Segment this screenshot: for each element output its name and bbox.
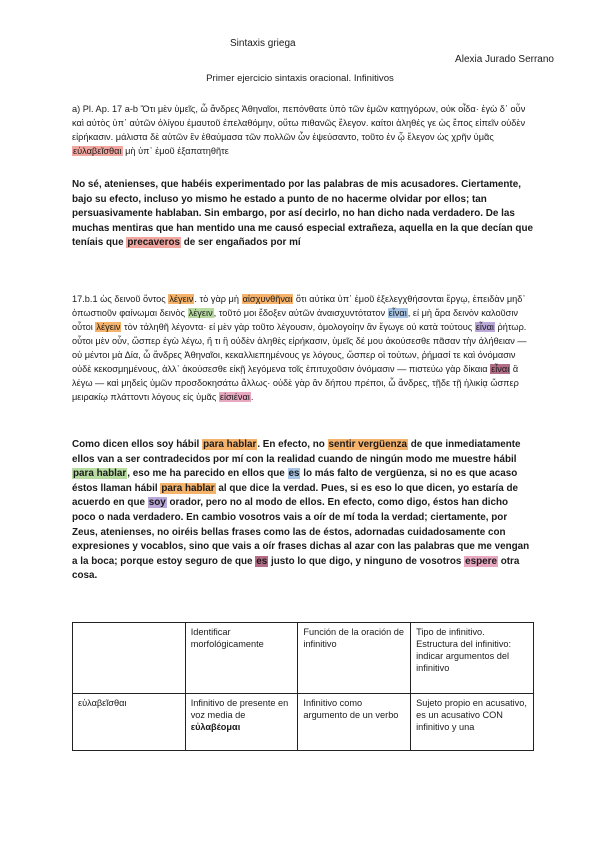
table-row bbox=[73, 694, 534, 751]
document-subtitle: Primer ejercicio sintaxis oracional. Infinitivos bbox=[206, 73, 394, 84]
text-run: lo más falto de vergüenza, si no es que acaso éstos llaman hábil bbox=[72, 468, 518, 494]
highlighted-term: para hablar bbox=[161, 482, 215, 494]
highlighted-term: λέγειν bbox=[188, 308, 213, 318]
highlighted-term: αἰσχυνθῆναι bbox=[242, 294, 293, 304]
text-run: ὅτι αὐτίκα ὑπ᾽ ἐμοῦ ἐξελεγχθήσονται ἔργῳ, ἐπειδὰν μηδ᾽ ὁπωστιοῦν φαίνωμαι δεινὸς bbox=[72, 294, 526, 318]
text-run: otra cosa. bbox=[72, 555, 520, 582]
highlighted-term: εἶναι bbox=[388, 308, 407, 318]
highlighted-term: para hablar bbox=[73, 468, 127, 480]
highlighted-term: soy bbox=[148, 497, 166, 509]
author-name: Alexia Jurado Serrano bbox=[455, 54, 554, 65]
text-run: μὴ ὑπ᾽ ἐμοῦ ἐξαπατηθῆτε bbox=[122, 146, 229, 156]
text-run: . τὸ γὰρ μὴ bbox=[194, 294, 242, 304]
text-run: . bbox=[250, 392, 254, 402]
morphology-text: Infinitivo de presente en voz media de bbox=[190, 698, 289, 720]
morphology-lemma: εὐλαβέομαι bbox=[190, 722, 241, 732]
text-run: ἃ λέγω — καὶ μηδεὶς ὑμῶν προσδοκησάτω ἄλλως· οὐδὲ γὰρ ἂν δήπου πρέποι, ὦ ἄνδρες, τῇδε τῇ ἡλικίᾳ ὥσπερ μειρακίῳ πλάττοντι λόγους εἰς ὑμᾶς bbox=[72, 364, 519, 402]
text-run: 17.b.1 ὡς δεινοῦ ὄντος bbox=[72, 294, 169, 304]
text-run: Como dicen ellos soy hábil bbox=[72, 439, 203, 450]
text-run: justo lo que digo, y ninguno de vosotros bbox=[268, 555, 465, 567]
text-run: orador, pero no al modo de ellos. En efecto, como digo, éstos han dicho poco o nada verdadero. En cambio vosotros vais a oír de mí toda la verdad; ciertamente, por Zeus, atenienses, no oiréis bellas frases como las de éstos, adornadas cuidadosamente con expresiones y vocablos, sino que vais a oír frases dichas al azar con las palabras que me vengan a la boca; porque estoy seguro de que bbox=[72, 497, 530, 567]
text-run: , τοῦτό μοι ἔδοξεν αὐτῶν ἀναισχυντότατον bbox=[213, 308, 388, 318]
text-run: ῥήτωρ. οὗτοι μὲν οὖν, ὥσπερ ἐγὼ λέγω, ἤ τι ἢ οὐδὲν ἀληθὲς εἰρήκασιν, ὑμεῖς δέ μου ἀκούσεσθε πᾶσαν τὴν ἀλήθειαν — οὐ μέντοι μὰ Δία, ὦ ἄνδρες Ἀθηναῖοι, κεκαλλιεπημένους γε λόγους, ὥσπερ οἱ τούτων, ῥήμασί τε καὶ ὀνόμασιν οὐδὲ κεκοσμημένους, ἀλλ᾽ ἀκούσεσθε εἰκῇ λεγόμενα τοῖς ἐπιτυχοῦσιν ὀνόμασιν — πιστεύω γὰρ δίκαια bbox=[72, 322, 527, 374]
highlighted-term: para hablar bbox=[203, 439, 257, 450]
table-header-row bbox=[73, 623, 534, 694]
table-header-cell: Tipo de infinitivo. Estructura del infinitivo: indicar argumentos del infinitivo bbox=[411, 623, 534, 694]
highlighted-term: εἶναι bbox=[491, 364, 510, 374]
text-run: , εἰ μὴ ἄρα δεινὸν καλοῦσιν οὗτοι bbox=[72, 308, 518, 332]
highlighted-term: εὐλαβεῖσθαι bbox=[73, 146, 122, 156]
highlighted-term: es bbox=[256, 555, 268, 567]
text-run: de ser engañados por mí bbox=[181, 237, 301, 249]
table-header-cell: Identificar morfológicamente bbox=[185, 623, 298, 694]
text-run: de que inmediatamente ellos van a ser contradecidos por mí con la realidad cuando de ningún modo me muestre hábil bbox=[72, 439, 521, 465]
table-header-cell bbox=[73, 623, 186, 694]
document-title: Sintaxis griega bbox=[230, 38, 296, 49]
highlighted-term: precaveros bbox=[127, 237, 181, 249]
table-header-cell: Función de la oración de infinitivo bbox=[298, 623, 411, 694]
table-cell-type: Sujeto propio en acusativo, es un acusativo CON infinitivo y una bbox=[411, 694, 534, 751]
highlighted-term: es bbox=[288, 468, 300, 480]
highlighted-term: λέγειν bbox=[96, 322, 121, 332]
text-run: a) Pl. Ap. 17 a-b Ὅτι μὲν ὑμεῖς, ὦ ἄνδρες Ἀθηναῖοι, πεπόνθατε ὑπὸ τῶν ἐμῶν κατηγόρων, οὐκ οἶδα· ἐγὼ δ᾽ οὖν καὶ αὐτὸς ὑπ᾽ αὐτῶν ὀλίγου ἐμαυτοῦ ἐπελαθόμην, οὕτω πιθανῶς ἔλεγον. καίτοι ἀληθές γε ὡς ἔπος εἰπεῖν οὐδὲν εἰρήκασιν. μάλιστα δὲ αὐτῶν ἓν ἐθαύμασα τῶν πολλῶν ὧν ἐψεύσαντο, τοῦτο ἐν ᾧ ἔλεγον ὡς χρῆν ὑμᾶς bbox=[72, 104, 526, 142]
analysis-table bbox=[72, 622, 534, 751]
passage-a-greek bbox=[72, 102, 534, 158]
highlighted-term: sentir vergüenza bbox=[328, 439, 408, 450]
text-run: τὸν τἀληθῆ λέγοντα· εἰ μὲν γὰρ τοῦτο λέγουσιν, ὁμολογοίην ἂν ἔγωγε οὐ κατὰ τούτους bbox=[121, 322, 475, 332]
table-cell-morphology bbox=[185, 694, 298, 751]
highlighted-term: εἶναι bbox=[475, 322, 494, 332]
passage-b-spanish bbox=[72, 438, 534, 584]
text-run: al que dice la verdad. Pues, si es eso lo que dicen, yo estaría de acuerdo en que bbox=[72, 482, 519, 509]
text-run: , eso me ha parecido en ellos que bbox=[127, 468, 288, 480]
text-run: No sé, atenienses, que habéis experimentado por las palabras de mis acusadores. Ciertamente, bajo su efecto, incluso yo mismo he estado a punto de no hacerme olvidar por ellos; tan persuasivamente hablaban. Sin embargo, por así decirlo, no han dicho nada verdadero. De las muchas mentiras que han mentido una me causó especial extrañeza, aquella en la que decían que teníais que bbox=[72, 179, 533, 249]
highlighted-term: λέγειν bbox=[169, 294, 194, 304]
highlighted-term: εἰσιέναι bbox=[219, 392, 250, 402]
table-cell-function: Infinitivo como argumento de un verbo bbox=[298, 694, 411, 751]
text-run: . En efecto, no bbox=[257, 439, 328, 450]
table-cell-word: εὐλαβεῖσθαι bbox=[73, 694, 186, 751]
passage-b-greek bbox=[72, 292, 534, 404]
passage-a-spanish bbox=[72, 178, 534, 251]
highlighted-term: espere bbox=[465, 555, 497, 567]
